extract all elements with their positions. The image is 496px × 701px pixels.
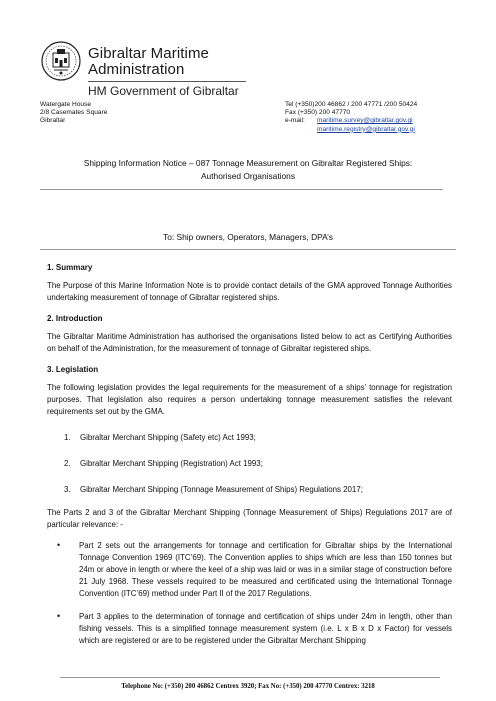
- gibraltar-crest-logo: [40, 40, 82, 82]
- address-line: Watergate House: [40, 101, 92, 108]
- bullet-icon: •: [57, 540, 61, 550]
- list-text: Gibraltar Merchant Shipping (Safety etc) Act 1993;: [80, 433, 256, 442]
- summary-paragraph: The Purpose of this Marine Information Note is to provide contact details of the GMA approved Tonnage Authorities undertaking measurement of tonnage of Gibraltar registered ships.: [47, 281, 452, 303]
- registry-email-link[interactable]: maritime.registry@gibraltar.gov.gi: [317, 125, 415, 133]
- notice-title: [60, 157, 436, 182]
- org-government-line: HM Government of Gibraltar: [88, 83, 239, 98]
- footer-contact: Telephone No: (+350) 200 46862 Centrex 3920; Fax No: (+350) 200 47770 Centrex: 3218: [121, 683, 375, 690]
- bullet-icon: •: [57, 611, 61, 621]
- survey-email-link[interactable]: maritime.survey@gibraltar.gov.gi: [317, 117, 413, 125]
- parts-intro-paragraph: The Parts 2 and 3 of the Gibraltar Merchant Shipping (Tonnage Measurement of Ships) Regulations 2017 are of particular relevance: -: [47, 508, 452, 530]
- legislation-list-item: [64, 485, 363, 494]
- postal-address: [40, 101, 107, 126]
- organisation-brand: [88, 46, 246, 97]
- legislation-paragraph: The following legislation provides the legal requirements for the measurement of a ships’ tonnage for registration purposes. That legislation also requires a person undertaking tonnage measurement satisfies the relevant requirements set out by the GMA.: [47, 383, 452, 417]
- list-text: Gibraltar Merchant Shipping (Tonnage Measurement of Ships) Regulations 2017;: [80, 485, 363, 494]
- list-number: 3.: [64, 485, 71, 494]
- section-heading-introduction: 2. Introduction: [47, 314, 103, 323]
- notice-title-line2: Authorised Organisations: [200, 170, 296, 181]
- legislation-list-item: [64, 433, 256, 442]
- footer-divider: [60, 677, 440, 678]
- telephone-line: Tel (+350)200 46862 / 200 47771 /200 50424: [285, 101, 418, 108]
- address-line: Gibraltar: [40, 117, 66, 125]
- section-heading-summary: 1. Summary: [47, 263, 93, 272]
- notice-title-line1: Shipping Information Notice – 087 Tonnage Measurement on Gibraltar Registered Ships:: [83, 158, 413, 168]
- address-line: 2/8 Casemates Square: [40, 109, 108, 117]
- fax-line: Fax (+350) 200 47770: [285, 109, 351, 117]
- list-number: 1.: [64, 433, 71, 442]
- legislation-list-item: [64, 459, 263, 468]
- part2-bullet-text: Part 2 sets out the arrangements for tonnage and certification for Gibraltar ships by the International Tonnage Convention 1969 (ITC’69). The Convention applies to ships which are less than 150 tonnes but 24m or above in length or where the keel of a ship was laid or was in a similar stage of construction before 21 July 1968. These vessels required to be measured and certificated using the International Tonnage Convention (ITC’69) method under Part II of the 2017 Regulations.: [79, 541, 452, 599]
- recipients-line: To: Ship owners, Operators, Managers, DPA’s: [163, 232, 333, 242]
- title-divider: [40, 189, 443, 190]
- list-number: 2.: [64, 459, 71, 468]
- org-name-line2: Administration: [88, 60, 185, 78]
- contact-details: [285, 101, 417, 134]
- list-text: Gibraltar Merchant Shipping (Registration) Act 1993;: [80, 459, 263, 468]
- section-heading-legislation: 3. Legislation: [47, 365, 99, 374]
- part3-bullet-text: Part 3 applies to the determination of tonnage and certification of ships under 24m in length, other than fishing vessels. This is a simplified tonnage measurement system (i.e. L x B x D x Factor) for vessels which are registered or are to be registered under the Gibraltar Merchant Shipping: [79, 612, 452, 646]
- brand-divider: [88, 81, 246, 82]
- email-row: [285, 117, 417, 125]
- introduction-paragraph: The Gibraltar Maritime Administration has authorised the organisations listed below to act as Certifying Authorities on behalf of the Administration, for the measurement of tonnage of Gibraltar registered ships.: [47, 332, 452, 354]
- email-label: e-mail:: [285, 117, 305, 125]
- email-row: [285, 126, 417, 134]
- recipients-divider: [40, 249, 456, 250]
- org-name-line1: Gibraltar Maritime: [88, 45, 209, 62]
